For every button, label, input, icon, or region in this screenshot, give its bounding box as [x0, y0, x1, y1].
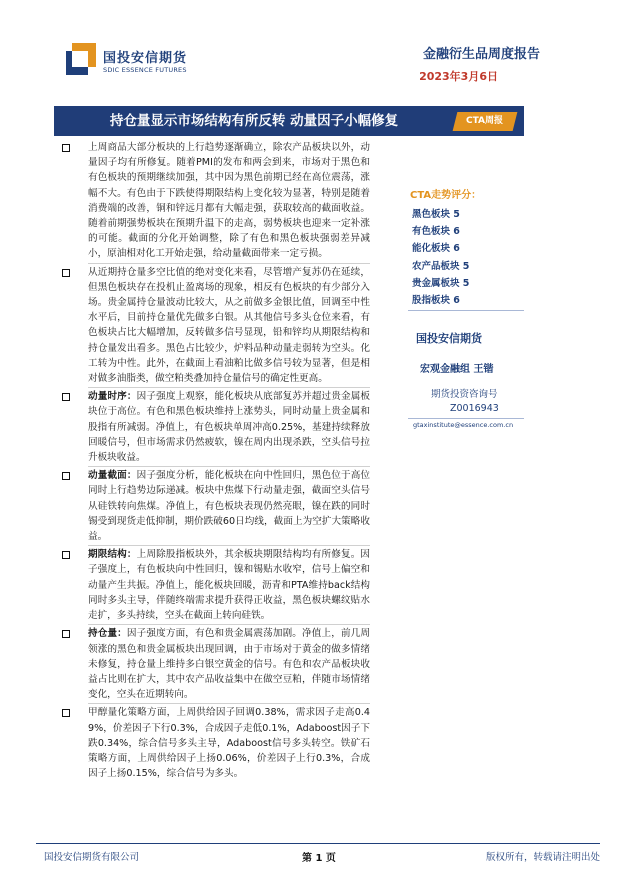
- paragraph: [62, 265, 370, 387]
- bullet-icon: [62, 269, 70, 277]
- divider: [88, 387, 370, 388]
- paragraph-lead: 动量截面：: [88, 470, 137, 482]
- qualification-number: Z0016943: [450, 403, 499, 414]
- paragraph-text: 从近期持仓量多空比值的绝对变化来看，尽管增产复苏仍在延续，但黑色板块存在投机止盈离场的现象，相反有色板块的有少部分入场。贵金属持仓量波动比较大，从之前做多金银比值，回调至中性水平后，目前持仓量优先做多白银。从其他信号多头仓位来看，有色板块占比大幅增加，反转做多信号显现，铅和锌均从期限结构和持仓量发出看多。黑色占比较少，炉料品种动量走弱转为空头。化工转为中性。此外，在截面上看油粕比做多信号较为显著，但是相对做多油脂类，做空粕类叠加持仓量信号的确定性更高。: [88, 266, 370, 385]
- author-email[interactable]: gtaxinstitute@essence.com.cn: [413, 421, 514, 429]
- page-number: 第 1 页: [302, 853, 336, 864]
- paragraph-text: 因子强度上观察，能化板块从底部复苏并超过贵金属板块位于高位。有色和黑色板块维持上涨势头，同时动量上贵金属和股指有所减弱。净值上，有色板块单周冲高0.25%，基建持续释放回暖信号，但市场需求仍然疲软，镍在周内出现杀跌，空头信号拉升板块收益。: [88, 391, 371, 464]
- paragraph-text: 因子强度分析，能化板块在向中性回归，黑色位于高位同时上行趋势边际递减。板块中焦煤下行动量走强，截面空头信号从硅铁转向焦煤。净值上，有色板块表现仍然亮眼，镍在跌的同时锡受到现货走低抑制，期价跌破60日均线，截面上为空扩大策略收益。: [88, 470, 371, 543]
- logo-text: 国投安信期货: [103, 51, 188, 66]
- paragraph: [62, 547, 370, 623]
- author-team: 宏观金融组 王锴: [420, 364, 494, 375]
- logo-icon: [66, 43, 96, 75]
- footer-divider: [36, 843, 600, 844]
- bullet-icon: [62, 144, 70, 152]
- paragraph-text: 上周除股指板块外，其余板块期限结构均有所修复。因子强度上，有色板块向中性回归，镍和锡贴水收窄，信号上偏空和动量产生共振。净值上，能化板块回暖，沥青和PTA维持back结构同时多头主导，伴随终端需求提升获得正收益，黑色板块螺纹贴水走扩，多头持续，空头在截面上转向硅铁。: [88, 549, 371, 622]
- cta-score-item: 有色板块 6: [412, 226, 460, 238]
- paragraph: [62, 389, 370, 465]
- divider: [88, 545, 370, 546]
- paragraph-text: 因子强度方面，有色和贵金属震荡加剧。净值上，前几周领涨的黑色和贵金属板块出现回调，由于市场对于黄金的做多情绪未修复，持仓量上维持多白银空黄金的信号。有色和农产品板块收益占比则在扩大，其中农产品收益集中在做空豆粕，伴随市场情绪变化，空头在近期转向。: [88, 628, 371, 701]
- paragraph-lead: 动量时序：: [88, 391, 137, 403]
- cta-score-item: 贵金属板块 5: [412, 277, 470, 289]
- divider: [408, 310, 524, 311]
- logo-english: SDIC ESSENCE FUTURES: [103, 66, 187, 74]
- banner-tag-label: CTA周报: [466, 116, 504, 126]
- cta-score-item: 能化板块 6: [412, 243, 460, 255]
- divider: [408, 418, 524, 419]
- author-org: 国投安信期货: [416, 332, 482, 345]
- main-content: [62, 140, 370, 781]
- report-title: 金融衍生品周度报告: [422, 47, 540, 62]
- bullet-icon: [62, 472, 70, 480]
- paragraph-text: 上周商品大部分板块的上行趋势逐渐确立，除农产品板块以外，动量因子均有所修复。随着PMI的发布和两会到来，市场对于黑色和有色板块的预期继续加强，其中因为黑色前期已经在高位震荡，涨幅不大。有色由于下跌使得期限结构上变化较为显著，特别是随着消费端的改善，铜和锌远月都有大幅走强，获取较高的截面收益。随着前期强势板块在预期升温下的走高，弱势板块也迎来一定补涨的可能。截面的分化开始调整，除了有色和黑色板块强弱差异减小，原油相对化工开始走强，给动量截面带来一定亏损。: [88, 142, 370, 260]
- banner-tag: [453, 112, 518, 131]
- paragraph: [62, 468, 370, 544]
- cta-score-item: 农产品板块 5: [412, 260, 470, 272]
- divider: [88, 263, 370, 264]
- cta-score-item: 黑色板块 5: [412, 209, 460, 220]
- bullet-icon: [62, 551, 70, 559]
- report-date: 2023年3月6日: [419, 70, 498, 83]
- bullet-icon: [62, 709, 70, 717]
- cta-score-item: 股指板块 6: [412, 295, 460, 307]
- paragraph: [62, 140, 370, 262]
- footer-company: 国投安信期货有限公司: [44, 852, 140, 863]
- cta-score-list: [412, 206, 469, 309]
- paragraph-lead: 持仓量：: [88, 628, 127, 640]
- paragraph: [62, 705, 370, 781]
- paragraph-lead: 期限结构：: [88, 549, 137, 561]
- qualification-label: 期货投资咨询号: [431, 389, 498, 400]
- paragraph: [62, 626, 370, 702]
- divider: [88, 466, 370, 467]
- bullet-icon: [62, 630, 70, 638]
- footer-copyright: 版权所有，转载请注明出处: [485, 852, 600, 863]
- divider: [88, 703, 370, 704]
- divider: [88, 624, 370, 625]
- cta-score-heading: CTA走势评分：: [410, 190, 482, 201]
- bullet-icon: [62, 393, 70, 401]
- paragraph-text: 甲醇量化策略方面，上周供给因子回调0.38%，需求因子走高0.49%，价差因子下行0.3%，合成因子走低0.1%，Adaboost因子下跌0.34%，综合信号多头主导，Adaboost信号多头转空。铁矿石策略方面，上周供给因子上扬0.06%，价差因子上行0.3%，合成因子上扬0.15%，综合信号为多头。: [88, 707, 370, 780]
- banner-title: 持仓量显示市场结构有所反转 动量因子小幅修复: [109, 113, 399, 129]
